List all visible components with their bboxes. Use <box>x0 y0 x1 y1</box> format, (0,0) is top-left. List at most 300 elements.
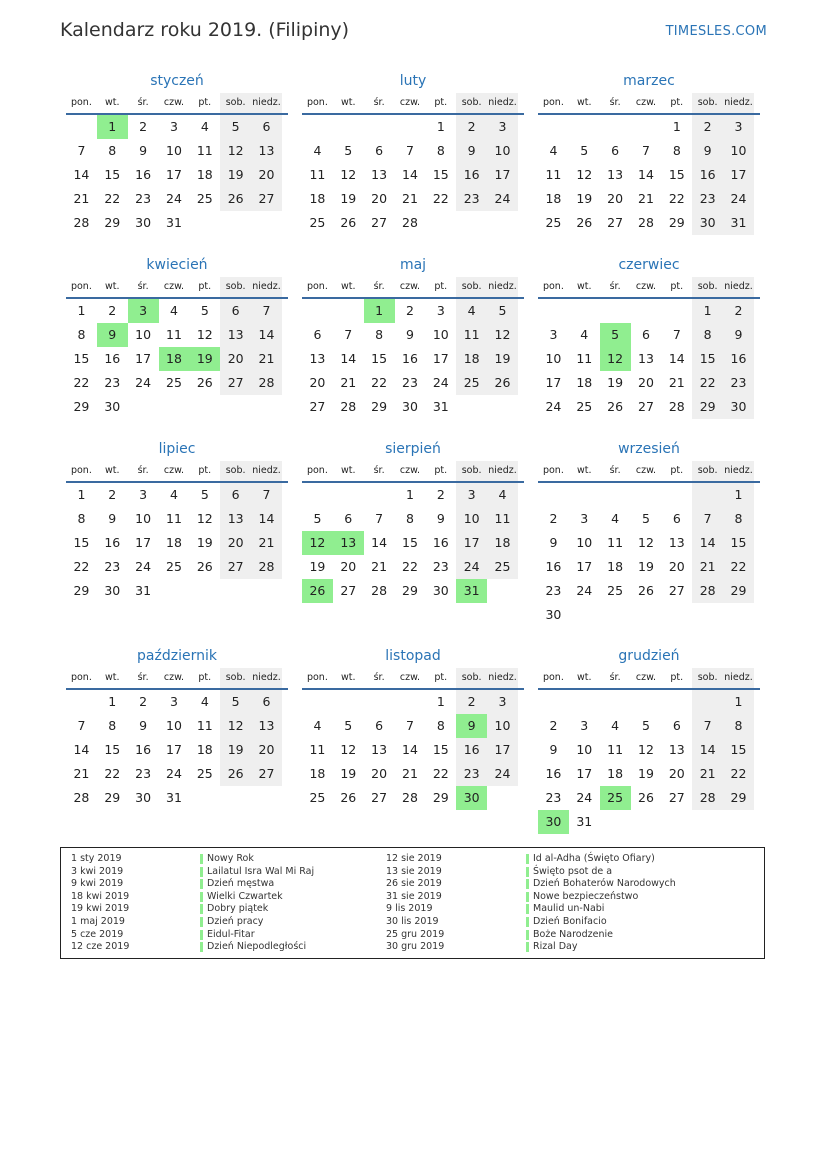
day-cell: 23 <box>723 371 754 395</box>
day-cell: 28 <box>251 555 282 579</box>
day-cell: 24 <box>135 375 152 390</box>
empty-cell <box>600 603 631 627</box>
day-cell: 8 <box>77 511 86 526</box>
empty-cell <box>66 690 97 714</box>
day-cell: 18 <box>545 191 562 206</box>
day-cell: 3 <box>128 299 159 323</box>
day-cell: 3 <box>169 694 178 709</box>
weekday-header <box>66 668 288 690</box>
weekday-label: wt. <box>341 465 356 476</box>
day-cell: 6 <box>375 718 384 733</box>
day-cell: 8 <box>77 327 86 342</box>
empty-cell <box>600 690 631 714</box>
day-cell: 9 <box>456 714 487 738</box>
empty-cell <box>631 299 662 323</box>
empty-cell <box>251 786 282 810</box>
weekday-label: czw. <box>163 97 185 108</box>
day-cell: 4 <box>456 299 487 323</box>
day-cell: 21 <box>402 766 418 781</box>
weekday-header <box>66 93 288 115</box>
day-cell: 4 <box>580 327 589 342</box>
holiday-marker <box>200 942 203 952</box>
legend-date: 1 sty 2019 <box>71 853 122 864</box>
weekday-label: sob. <box>456 93 487 113</box>
day-cell: 18 <box>166 535 182 550</box>
day-cell: 5 <box>600 323 631 347</box>
legend-left-markers <box>200 854 203 955</box>
day-cell: 5 <box>641 718 650 733</box>
day-cell: 6 <box>220 483 251 507</box>
day-cell: 17 <box>135 351 152 366</box>
empty-cell <box>364 483 395 507</box>
weekday-label: śr. <box>137 672 149 683</box>
day-cell: 20 <box>220 531 251 555</box>
day-cell: 16 <box>402 351 418 366</box>
day-cell: 12 <box>487 323 518 347</box>
day-cell: 8 <box>405 511 414 526</box>
day-cell: 11 <box>166 327 182 342</box>
empty-cell <box>128 395 159 419</box>
day-cell: 17 <box>723 163 754 187</box>
month-name: grudzień <box>618 648 680 664</box>
month-block <box>538 253 760 419</box>
legend-name: Id al-Adha (Święto Ofiary) <box>533 853 655 864</box>
legend-date: 13 sie 2019 <box>386 865 442 877</box>
weekday-label: pt. <box>434 97 448 108</box>
day-cell: 25 <box>456 371 487 395</box>
day-grid <box>538 115 760 235</box>
day-cell: 12 <box>220 714 251 738</box>
day-cell: 26 <box>607 399 624 414</box>
day-cell: 6 <box>344 511 353 526</box>
weekday-label: wt. <box>341 97 356 108</box>
weekday-label: sob. <box>456 461 487 481</box>
day-grid <box>302 115 524 235</box>
day-cell: 20 <box>607 191 624 206</box>
day-cell: 27 <box>220 555 251 579</box>
day-cell: 9 <box>549 742 558 757</box>
weekday-label: pt. <box>198 97 212 108</box>
day-cell: 1 <box>436 119 445 134</box>
day-cell: 17 <box>166 742 182 757</box>
day-cell: 24 <box>432 375 449 390</box>
day-cell: 4 <box>169 487 178 502</box>
day-cell: 1 <box>77 303 86 318</box>
day-cell: 11 <box>309 742 326 757</box>
day-cell: 23 <box>402 375 418 390</box>
weekday-label: pt. <box>198 672 212 683</box>
day-cell: 5 <box>641 511 650 526</box>
legend-name: Dzień Bohaterów Narodowych <box>533 878 676 890</box>
day-cell: 13 <box>371 167 388 182</box>
weekday-label: pon. <box>70 465 92 476</box>
day-cell: 17 <box>545 375 562 390</box>
day-cell: 28 <box>340 399 357 414</box>
day-cell: 14 <box>668 351 685 366</box>
empty-cell <box>333 299 364 323</box>
day-cell: 24 <box>487 187 518 211</box>
day-cell: 5 <box>580 143 589 158</box>
day-cell: 17 <box>576 766 593 781</box>
weekday-label: śr. <box>137 97 149 108</box>
day-cell: 27 <box>340 583 357 598</box>
day-cell: 8 <box>672 143 681 158</box>
day-cell: 4 <box>200 694 209 709</box>
day-cell: 12 <box>638 535 654 550</box>
day-cell: 10 <box>545 351 562 366</box>
weekday-label: pon. <box>306 97 328 108</box>
day-cell: 11 <box>166 511 182 526</box>
day-cell: 19 <box>340 191 357 206</box>
weekday-label: śr. <box>137 465 149 476</box>
day-cell: 1 <box>364 299 395 323</box>
day-cell: 8 <box>436 143 445 158</box>
weekday-label: czw. <box>635 465 657 476</box>
day-cell: 11 <box>309 167 326 182</box>
legend-name: Święto psot de a <box>533 865 613 877</box>
weekday-label: czw. <box>399 672 421 683</box>
day-cell: 15 <box>723 738 754 762</box>
empty-cell <box>569 690 600 714</box>
day-cell: 26 <box>196 559 213 574</box>
empty-cell <box>220 786 251 810</box>
month-block <box>538 437 760 627</box>
day-cell: 31 <box>723 211 754 235</box>
day-cell: 7 <box>251 483 282 507</box>
day-cell: 7 <box>375 511 384 526</box>
day-cell: 20 <box>309 375 326 390</box>
empty-cell <box>220 395 251 419</box>
holiday-marker <box>526 867 529 877</box>
legend-name: Dzień Niepodległości <box>207 941 307 953</box>
day-cell: 30 <box>456 786 487 810</box>
legend-date: 5 cze 2019 <box>71 928 124 940</box>
day-cell: 20 <box>371 191 388 206</box>
day-cell: 3 <box>456 483 487 507</box>
day-cell: 11 <box>607 742 624 757</box>
day-cell: 3 <box>487 690 518 714</box>
day-cell: 8 <box>375 327 384 342</box>
day-cell: 16 <box>456 738 487 762</box>
day-cell: 22 <box>73 559 90 574</box>
legend-name: Eidul-Fitar <box>207 928 255 940</box>
day-cell: 6 <box>313 327 322 342</box>
weekday-label: wt. <box>577 97 592 108</box>
empty-cell <box>538 299 569 323</box>
day-cell: 8 <box>723 714 754 738</box>
month-block <box>538 644 760 834</box>
day-cell: 2 <box>139 694 148 709</box>
month-name: luty <box>399 73 427 89</box>
day-cell: 3 <box>139 487 148 502</box>
weekday-label: niedz. <box>723 668 754 688</box>
day-cell: 17 <box>432 351 449 366</box>
weekday-label: sob. <box>692 668 723 688</box>
holiday-legend <box>60 847 765 959</box>
weekday-label: pt. <box>434 281 448 292</box>
empty-cell <box>189 211 220 235</box>
day-cell: 15 <box>371 351 388 366</box>
empty-cell <box>661 299 692 323</box>
day-cell: 10 <box>166 718 182 733</box>
day-cell: 23 <box>135 191 152 206</box>
weekday-label: niedz. <box>251 277 282 297</box>
day-cell: 30 <box>104 399 121 414</box>
weekday-label: czw. <box>399 465 421 476</box>
day-cell: 23 <box>545 790 562 805</box>
brand-link[interactable]: TIMESLES.COM <box>665 24 767 39</box>
day-cell: 2 <box>108 303 117 318</box>
legend-date: 25 gru 2019 <box>386 928 445 940</box>
day-cell: 16 <box>456 163 487 187</box>
empty-cell <box>723 603 754 627</box>
day-cell: 28 <box>371 583 388 598</box>
weekday-label: pon. <box>70 281 92 292</box>
weekday-label: wt. <box>577 465 592 476</box>
day-cell: 26 <box>220 762 251 786</box>
day-cell: 28 <box>402 790 418 805</box>
day-cell: 14 <box>73 742 90 757</box>
day-cell: 31 <box>135 583 152 598</box>
day-cell: 30 <box>545 607 562 622</box>
day-cell: 22 <box>723 762 754 786</box>
empty-cell <box>631 690 662 714</box>
day-cell: 22 <box>432 191 449 206</box>
day-cell: 2 <box>139 119 148 134</box>
legend-date: 9 kwi 2019 <box>71 878 124 890</box>
weekday-label: śr. <box>373 97 385 108</box>
day-cell: 13 <box>220 507 251 531</box>
day-cell: 13 <box>220 323 251 347</box>
day-cell: 11 <box>607 535 624 550</box>
day-cell: 20 <box>220 347 251 371</box>
day-cell: 27 <box>251 762 282 786</box>
day-grid <box>538 483 760 627</box>
empty-cell <box>723 810 754 834</box>
day-cell: 12 <box>302 531 333 555</box>
day-cell: 31 <box>576 814 593 829</box>
empty-cell <box>487 395 518 419</box>
day-cell: 27 <box>668 583 685 598</box>
day-cell: 13 <box>668 535 685 550</box>
day-cell: 7 <box>405 718 414 733</box>
empty-cell <box>395 115 426 139</box>
day-cell: 7 <box>692 507 723 531</box>
empty-cell <box>364 690 395 714</box>
day-cell: 6 <box>375 143 384 158</box>
empty-cell <box>333 483 364 507</box>
day-cell: 18 <box>196 167 213 182</box>
holiday-marker <box>200 930 203 940</box>
weekday-label: wt. <box>577 672 592 683</box>
weekday-label: sob. <box>220 461 251 481</box>
day-cell: 15 <box>73 351 90 366</box>
day-cell: 14 <box>692 531 723 555</box>
weekday-label: śr. <box>137 281 149 292</box>
day-cell: 25 <box>166 559 182 574</box>
day-cell: 18 <box>576 375 593 390</box>
legend-date: 1 maj 2019 <box>71 915 125 927</box>
empty-cell <box>251 395 282 419</box>
day-cell: 23 <box>456 187 487 211</box>
legend-name: Rizal Day <box>533 941 578 953</box>
empty-cell <box>631 810 662 834</box>
day-cell: 19 <box>487 347 518 371</box>
weekday-label: sob. <box>692 93 723 113</box>
day-cell: 29 <box>104 790 121 805</box>
day-cell: 28 <box>251 371 282 395</box>
month-name: marzec <box>623 73 675 89</box>
weekday-header <box>538 668 760 690</box>
legend-left-names <box>207 853 314 954</box>
empty-cell <box>302 299 333 323</box>
empty-cell <box>456 211 487 235</box>
weekday-label: niedz. <box>487 277 518 297</box>
day-cell: 18 <box>196 742 213 757</box>
day-cell: 14 <box>371 535 388 550</box>
day-cell: 11 <box>545 167 562 182</box>
legend-date: 30 lis 2019 <box>386 915 439 927</box>
weekday-label: wt. <box>105 281 120 292</box>
day-cell: 30 <box>723 395 754 419</box>
day-grid <box>538 690 760 834</box>
weekday-label: wt. <box>105 672 120 683</box>
day-cell: 9 <box>139 143 148 158</box>
empty-cell <box>569 483 600 507</box>
day-cell: 14 <box>251 507 282 531</box>
day-cell: 1 <box>436 694 445 709</box>
day-cell: 4 <box>313 143 322 158</box>
day-cell: 7 <box>672 327 681 342</box>
day-cell: 5 <box>200 487 209 502</box>
day-cell: 14 <box>692 738 723 762</box>
weekday-label: czw. <box>399 97 421 108</box>
day-cell: 9 <box>108 511 117 526</box>
day-cell: 19 <box>309 559 326 574</box>
holiday-marker <box>200 892 203 902</box>
day-cell: 17 <box>166 167 182 182</box>
day-cell: 15 <box>73 535 90 550</box>
day-cell: 24 <box>166 766 182 781</box>
day-cell: 19 <box>220 163 251 187</box>
day-cell: 18 <box>309 766 326 781</box>
empty-cell <box>251 211 282 235</box>
day-cell: 10 <box>576 535 593 550</box>
day-cell: 10 <box>723 139 754 163</box>
day-cell: 27 <box>220 371 251 395</box>
day-cell: 25 <box>309 790 326 805</box>
weekday-label: śr. <box>609 465 621 476</box>
weekday-label: pt. <box>198 465 212 476</box>
empty-cell <box>189 579 220 603</box>
day-cell: 16 <box>432 535 449 550</box>
day-cell: 1 <box>723 483 754 507</box>
day-cell: 19 <box>189 347 220 371</box>
day-cell: 29 <box>73 399 90 414</box>
day-cell: 25 <box>545 215 562 230</box>
weekday-label: pon. <box>542 672 564 683</box>
day-cell: 29 <box>104 215 121 230</box>
weekday-label: czw. <box>635 97 657 108</box>
legend-name: Dobry piątek <box>207 903 269 915</box>
day-cell: 26 <box>638 790 654 805</box>
day-cell: 23 <box>135 766 152 781</box>
legend-right-dates <box>386 853 444 954</box>
weekday-header <box>66 461 288 483</box>
day-cell: 24 <box>723 187 754 211</box>
day-cell: 26 <box>487 371 518 395</box>
legend-name: Wielki Czwartek <box>207 890 283 902</box>
day-cell: 27 <box>668 790 685 805</box>
day-cell: 12 <box>340 742 357 757</box>
holiday-marker <box>526 892 529 902</box>
day-cell: 10 <box>135 511 152 526</box>
day-cell: 16 <box>135 167 152 182</box>
day-cell: 15 <box>723 531 754 555</box>
day-cell: 10 <box>432 327 449 342</box>
day-cell: 1 <box>77 487 86 502</box>
page-title: Kalendarz roku 2019. (Filipiny) <box>60 19 350 41</box>
day-cell: 23 <box>104 375 121 390</box>
day-cell: 16 <box>545 766 562 781</box>
day-cell: 4 <box>549 143 558 158</box>
day-cell: 1 <box>97 115 128 139</box>
day-cell: 22 <box>371 375 388 390</box>
day-cell: 26 <box>638 583 654 598</box>
legend-date: 12 sie 2019 <box>386 853 442 864</box>
weekday-label: sob. <box>456 668 487 688</box>
day-cell: 4 <box>487 483 518 507</box>
weekday-label: niedz. <box>487 668 518 688</box>
legend-name: Lailatul Isra Wal Mi Raj <box>207 865 315 877</box>
weekday-label: pt. <box>670 465 684 476</box>
day-cell: 9 <box>723 323 754 347</box>
weekday-label: niedz. <box>723 277 754 297</box>
day-cell: 20 <box>371 766 388 781</box>
weekday-header <box>302 93 524 115</box>
empty-cell <box>569 299 600 323</box>
month-name: styczeń <box>150 73 204 89</box>
day-cell: 2 <box>456 115 487 139</box>
weekday-label: wt. <box>105 465 120 476</box>
weekday-label: sob. <box>692 461 723 481</box>
holiday-marker <box>200 854 203 864</box>
holiday-marker <box>200 917 203 927</box>
day-grid <box>66 690 288 810</box>
weekday-label: sob. <box>220 93 251 113</box>
holiday-marker <box>526 942 529 952</box>
month-block <box>66 69 288 235</box>
day-cell: 29 <box>371 399 388 414</box>
day-cell: 7 <box>77 718 86 733</box>
weekday-label: śr. <box>373 672 385 683</box>
day-cell: 28 <box>402 215 418 230</box>
legend-left-dates <box>71 853 129 954</box>
day-cell: 3 <box>169 119 178 134</box>
weekday-label: sob. <box>220 277 251 297</box>
day-cell: 28 <box>73 790 90 805</box>
day-cell: 15 <box>104 167 121 182</box>
empty-cell <box>487 211 518 235</box>
day-cell: 11 <box>196 718 213 733</box>
day-cell: 3 <box>580 718 589 733</box>
legend-name: Dzień pracy <box>207 915 264 927</box>
day-cell: 3 <box>549 327 558 342</box>
day-cell: 7 <box>641 143 650 158</box>
day-cell: 2 <box>692 115 723 139</box>
day-cell: 1 <box>108 694 117 709</box>
legend-name: Dzień Bonifacio <box>533 915 607 927</box>
